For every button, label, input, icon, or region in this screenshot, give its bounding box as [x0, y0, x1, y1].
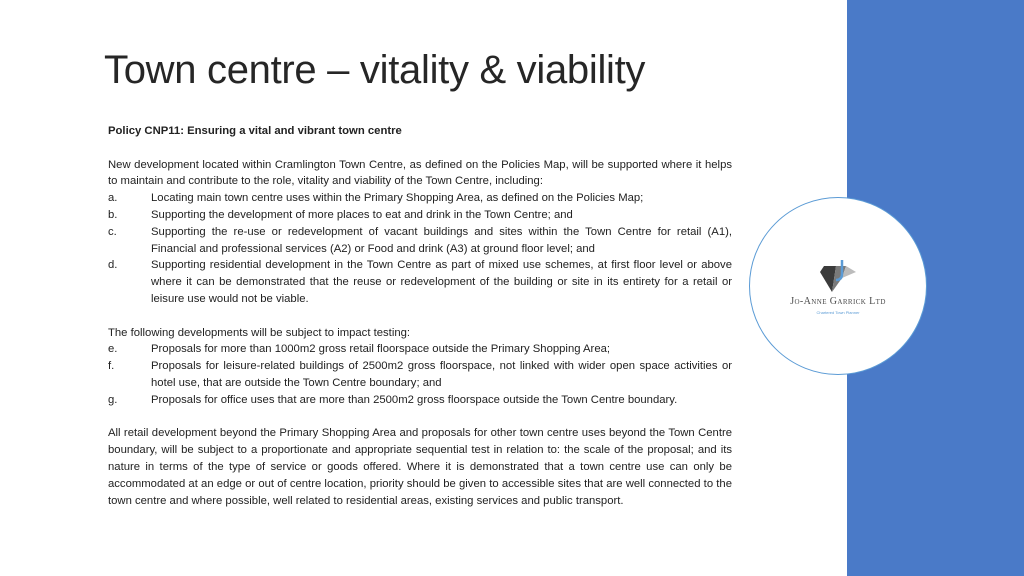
list-item-text: Proposals for more than 1000m2 gross retail floorspace outside the Primary Shopping Area;	[151, 343, 611, 356]
list-item	[108, 257, 732, 307]
paragraph-spacer	[108, 308, 732, 325]
list-item-label: b.	[108, 208, 118, 221]
list-item-text: Proposals for office uses that are more than 2500m2 gross floorspace outside the Town Centre boundary.	[151, 393, 678, 406]
company-logo	[749, 197, 927, 375]
list-item	[108, 224, 732, 258]
list-item-label: f.	[108, 360, 115, 373]
list-item	[108, 358, 732, 392]
list-item-text: Supporting the re-use or redevelopment of vacant buildings and sites within the Town Centre for retail (A1), Financial and professional services (A2) or Food and drink (A3) at ground floor level; and	[151, 225, 732, 255]
list-item-label: e.	[108, 343, 118, 356]
list-item-text: Supporting residential development in the Town Centre as part of mixed use schemes, at first floor level or above where it can be demonstrated that the reuse or redevelopment of the building or site in its entirety for a retail or leisure use would not be viable.	[151, 259, 732, 305]
slide-title: Town centre – vitality & viability	[104, 48, 646, 92]
list-item	[108, 207, 732, 224]
paragraph-spacer	[108, 409, 732, 426]
intro-paragraph: New development located within Cramlington Town Centre, as defined on the Policies Map, will be supported where it helps to maintain and contribute to the role, vitality and viability of the Town Centre, including:	[108, 158, 732, 188]
closing-paragraph: All retail development beyond the Primary Shopping Area and proposals for other town centre uses beyond the Town Centre boundary, will be subject to a proportionate and appropriate sequential test in relation to: the scale of the proposal; and its nature in terms of the type of service or goods offered. Where it is demonstrated that a town centre use can only be accommodated at an edge or out of centre location, priority should be given to accessible sites that are well connected to the town centre and where possible, well related to residential areas, existing services and public transport.	[108, 427, 732, 507]
list-item-label: a.	[108, 192, 118, 205]
list-item-label: d.	[108, 259, 118, 272]
impact-intro-paragraph: The following developments will be subject to impact testing:	[108, 326, 411, 339]
policy-heading: Policy CNP11: Ensuring a vital and vibrant town centre	[108, 125, 402, 137]
list-item-text: Locating main town centre uses within the Primary Shopping Area, as defined on the Policies Map;	[151, 192, 644, 205]
list-item-label: c.	[108, 225, 117, 238]
diamond-logo-icon	[820, 258, 856, 292]
logo-company-name: Jo-Anne Garrick Ltd	[790, 296, 886, 307]
list-item	[108, 190, 732, 207]
list-item-text: Supporting the development of more places to eat and drink in the Town Centre; and	[151, 208, 573, 221]
list-item	[108, 392, 732, 409]
list-item-label: g.	[108, 393, 118, 406]
policy-text-block	[108, 123, 732, 509]
list-item	[108, 341, 732, 358]
logo-tagline: Chartered Town Planner	[816, 310, 860, 315]
list-item-text: Proposals for leisure-related buildings of 2500m2 gross floorspace, not linked with wider open space activities or hotel use, that are outside the Town Centre boundary; and	[151, 360, 732, 389]
